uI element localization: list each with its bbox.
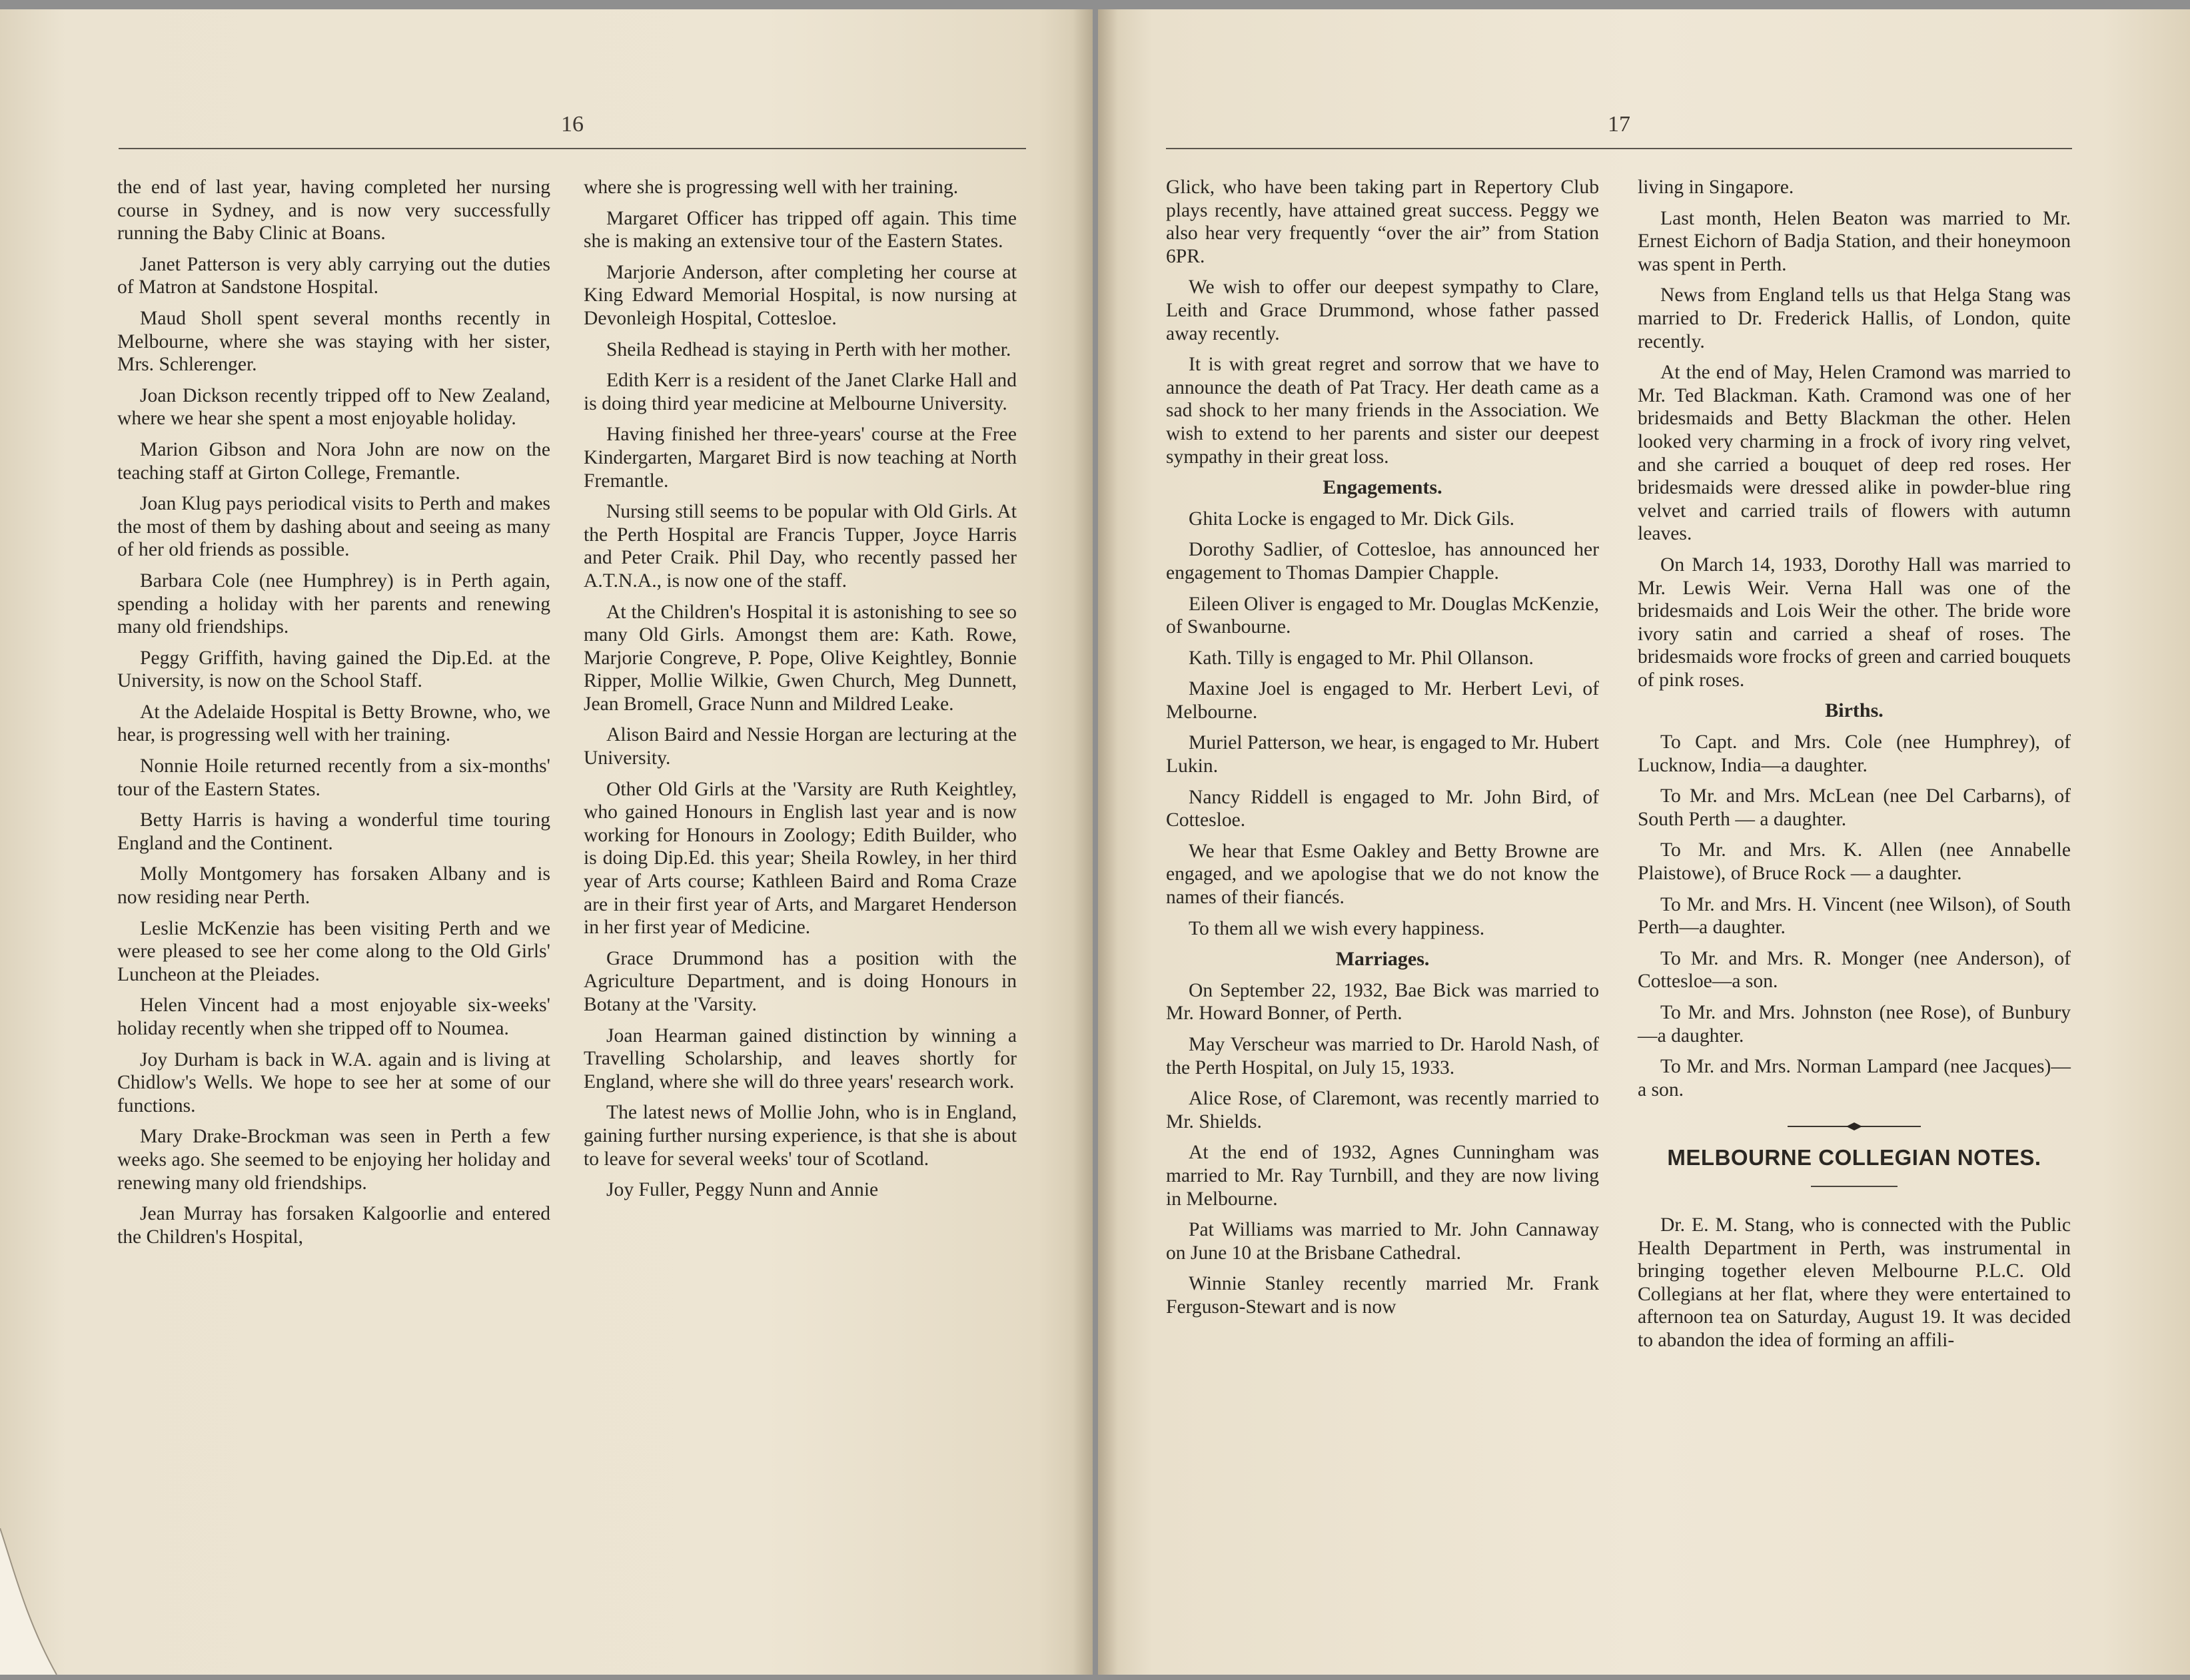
paragraph: May Verscheur was married to Dr. Harold Nash, of the Perth Hospital, on July 15, 1933.	[1166, 1034, 1599, 1078]
paragraph: Pat Williams was married to Mr. John Cannaway on June 10 at the Brisbane Cathedral.	[1166, 1219, 1599, 1264]
paragraph: Winnie Stanley recently married Mr. Frank Ferguson-Stewart and is now	[1166, 1273, 1599, 1318]
paragraph: Maxine Joel is engaged to Mr. Herbert Levi, of Melbourne.	[1166, 678, 1599, 723]
paragraph: On March 14, 1933, Dorothy Hall was married to Mr. Lewis Weir. Verna Hall was one of the bridesmaids and Lois Weir the other. The bride wore ivory satin and carried a sheaf of roses. The bridesmaids wore frocks of green and carried bouquets of pink roses.	[1638, 554, 2071, 691]
paragraph: Marion Gibson and Nora John are now on the teaching staff at Girton College, Fremantle.	[117, 438, 550, 484]
paragraph: Jean Murray has forsaken Kalgoorlie and entered the Children's Hospital,	[117, 1203, 550, 1248]
header-rule-left	[119, 148, 1026, 149]
page-number-right: 17	[1608, 112, 1630, 137]
paragraph: Grace Drummond has a position with the Agriculture Department, and is doing Honours in Botany at the 'Varsity.	[584, 947, 1017, 1015]
page-number-left: 16	[561, 112, 584, 137]
paragraph: Joan Dickson recently tripped off to New Zealand, where we hear she spent a most enjoyable holiday.	[117, 384, 550, 430]
paragraph: We hear that Esme Oakley and Betty Browne are engaged, and we apologise that we do not know the names of their fiancés.	[1166, 840, 1599, 909]
paragraph: Molly Montgomery has forsaken Albany and is now residing near Perth.	[117, 863, 550, 909]
ornament-divider	[1788, 1121, 1921, 1132]
page-curl-corner	[0, 1528, 60, 1675]
paragraph: On September 22, 1932, Bae Bick was married to Mr. Howard Bonner, of Perth.	[1166, 979, 1599, 1025]
header-rule-right	[1166, 148, 2072, 149]
right-page-header	[1166, 112, 2072, 149]
paragraph: To Capt. and Mrs. Cole (nee Humphrey), of Lucknow, India—a daughter.	[1638, 731, 2071, 776]
births-heading: Births.	[1825, 699, 1884, 722]
left-page	[0, 9, 1093, 1675]
paragraph: Margaret Officer has tripped off again. This time she is making an extensive tour of the Eastern States.	[584, 207, 1017, 252]
paragraph: Barbara Cole (nee Humphrey) is in Perth again, spending a holiday with her parents and renewing many old friendships.	[117, 570, 550, 638]
gutter-shadow-left	[1073, 9, 1093, 1675]
notes-intro	[1166, 176, 1599, 468]
paragraph: To Mr. and Mrs. McLean (nee Del Carbarns), of South Perth — a daughter.	[1638, 785, 2071, 830]
paragraph: It is with great regret and sorrow that we have to announce the death of Pat Tracy. Her death came as a sad shock to her many friends in the Association. We wish to extend to her parents and sister our deepest sympathy in their great loss.	[1166, 354, 1599, 468]
paragraph: To Mr. and Mrs. H. Vincent (nee Wilson), of South Perth—a daughter.	[1638, 893, 2071, 939]
paragraph: To Mr. and Mrs. R. Monger (nee Anderson), of Cottesloe—a son.	[1638, 947, 2071, 993]
paragraph: Betty Harris is having a wonderful time touring England and the Continent.	[117, 809, 550, 854]
paragraph: Sheila Redhead is staying in Perth with her mother.	[606, 338, 1011, 360]
paragraph: Leslie McKenzie has been visiting Perth and we were pleased to see her come along to the Old Girls' Luncheon at the Pleiades.	[117, 917, 550, 985]
paragraph: Last month, Helen Beaton was married to Mr. Ernest Eichorn of Badja Station, and their honeymoon was spent in Perth.	[1638, 207, 2071, 275]
engagements-list	[1166, 508, 1599, 941]
column-3	[1166, 176, 1599, 1327]
engagements-heading: Engagements.	[1323, 476, 1442, 499]
paragraph: Eileen Oliver is engaged to Mr. Douglas McKenzie, of Swanbourne.	[1166, 593, 1599, 638]
marriages-heading: Marriages.	[1335, 948, 1430, 971]
paragraph: At the Adelaide Hospital is Betty Browne, who, we hear, is progressing well with her training.	[117, 701, 550, 746]
paragraph: Joan Hearman gained distinction by winning a Travelling Scholarship, and leaves shortly for England, where she will do three years' research work.	[584, 1025, 1017, 1092]
column-4	[1638, 176, 2071, 1360]
paragraph: Alison Baird and Nessie Horgan are lecturing at the University.	[584, 724, 1017, 769]
paragraph: the end of last year, having completed her nursing course in Sydney, and is now very successfully running the Baby Clinic at Boans.	[117, 177, 550, 244]
paragraph: Nonnie Hoile returned recently from a six-months' tour of the Eastern States.	[117, 755, 550, 800]
paragraph: News from England tells us that Helga Stang was married to Dr. Frederick Hallis, of London, quite recently.	[1638, 284, 2071, 352]
paragraph: Nancy Riddell is engaged to Mr. John Bird, of Cottesloe.	[1166, 786, 1599, 831]
paragraph: Dr. E. M. Stang, who is connected with the Public Health Department in Perth, was instrumental in bringing together eleven Melbourne P.L.C. Old Collegians at her flat, where they were entertained to afternoon tea on Saturday, August 19. It was decided to abandon the idea of forming an affili-	[1638, 1214, 2071, 1351]
marriages-continued	[1638, 176, 2071, 691]
paragraph: Joy Durham is back in W.A. again and is living at Chidlow's Wells. We hope to see her at some of our functions.	[117, 1049, 550, 1116]
paragraph: The latest news of Mollie John, who is in England, gaining further nursing experience, is that she is about to leave for several weeks' tour of Scotland.	[584, 1102, 1017, 1170]
births-list	[1638, 731, 2071, 1101]
paragraph: To Mr. and Mrs. K. Allen (nee Annabelle Plaistowe), of Bruce Rock — a daughter.	[1638, 839, 2071, 885]
left-page-header	[119, 112, 1026, 149]
paragraph: Joy Fuller, Peggy Nunn and Annie	[606, 1179, 879, 1201]
paragraph: To them all we wish every happiness.	[1189, 917, 1485, 939]
paragraph: Nursing still seems to be popular with Old Girls. At the Perth Hospital are Francis Tupper, Joyce Harris and Peter Craik. Phil Day, who recently passed her A.T.N.A., is now one of the staff.	[584, 501, 1017, 592]
paragraph: Muriel Patterson, we hear, is engaged to Mr. Hubert Lukin.	[1166, 732, 1599, 777]
gutter-shadow-right	[1098, 9, 1118, 1675]
paragraph: where she is progressing well with her training.	[584, 177, 959, 198]
paragraph: Mary Drake-Brockman was seen in Perth a few weeks ago. She seemed to be enjoying her holiday and renewing many old friendships.	[117, 1126, 550, 1194]
paragraph: Marjorie Anderson, after completing her course at King Edward Memorial Hospital, is now nursing at Devonleigh Hospital, Cottesloe.	[584, 261, 1017, 329]
marriages-list	[1166, 979, 1599, 1319]
melbourne-collegian-heading: MELBOURNE COLLEGIAN NOTES.	[1667, 1145, 2041, 1170]
paragraph: At the end of May, Helen Cramond was married to Mr. Ted Blackman. Kath. Cramond was one of her bridesmaids and Betty Blackman the other. Helen looked very charming in a frock of ivory ring velvet, and she carried a bouquet of deep red roses. Her bridesmaids were dressed alike in powder-blue ring velvet and carried trails of flowers with autumn leaves.	[1638, 362, 2071, 545]
paragraph: Peggy Griffith, having gained the Dip.Ed. at the University, is now on the School Staff.	[117, 647, 550, 692]
paragraph: We wish to offer our deepest sympathy to Clare, Leith and Grace Drummond, whose father passed away recently.	[1166, 276, 1599, 344]
collegian-notes-body	[1638, 1214, 2071, 1352]
column-2	[584, 176, 1017, 1210]
paragraph: Joan Klug pays periodical visits to Perth and makes the most of them by dashing about and seeing as many of her old friends as possible.	[117, 493, 550, 561]
paragraph: At the Children's Hospital it is astonishing to see so many Old Girls. Amongst them are: Kath. Rowe, Marjorie Congreve, P. Pope, Olive Keightley, Bonnie Ripper, Mollie Wilkie, Gwen Church, Meg Dunnett, Jean Bromell, Grace Nunn and Mildred Leake.	[584, 601, 1017, 715]
paragraph: Helen Vincent had a most enjoyable six-weeks' holiday recently when she tripped off to Noumea.	[117, 995, 550, 1039]
paragraph: Ghita Locke is engaged to Mr. Dick Gils.	[1189, 508, 1515, 530]
paragraph: Alice Rose, of Claremont, was recently married to Mr. Shields.	[1166, 1088, 1599, 1132]
paragraph: living in Singapore.	[1638, 177, 1794, 198]
paragraph: At the end of 1932, Agnes Cunningham was married to Mr. Ray Turnbill, and they are now living in Melbourne.	[1166, 1142, 1599, 1210]
paragraph: Kath. Tilly is engaged to Mr. Phil Ollanson.	[1189, 647, 1534, 669]
paragraph: Edith Kerr is a resident of the Janet Clarke Hall and is doing third year medicine at Melbourne University.	[584, 370, 1017, 414]
section-rule	[1811, 1186, 1898, 1187]
paragraph: Having finished her three-years' course at the Free Kindergarten, Margaret Bird is now teaching at North Fremantle.	[584, 424, 1017, 492]
paragraph: Glick, who have been taking part in Repertory Club plays recently, have attained great success. Peggy we also hear very frequently “over the air” from Station 6PR.	[1166, 177, 1599, 267]
paragraph: Dorothy Sadlier, of Cottesloe, has announced her engagement to Thomas Dampier Chapple.	[1166, 539, 1599, 584]
paragraph: Other Old Girls at the 'Varsity are Ruth Keightley, who gained Honours in English last year and is now working for Honours in Zoology; Edith Builder, who is doing Dip.Ed. this year; Sheila Rowley, in her third year of Arts course; Kathleen Baird and Roma Craze are in their first year of Arts, and Margaret Henderson in her first year of Medicine.	[584, 778, 1017, 939]
paragraph: To Mr. and Mrs. Johnston (nee Rose), of Bunbury—a daughter.	[1638, 1002, 2071, 1047]
paragraph: To Mr. and Mrs. Norman Lampard (nee Jacques)—a son.	[1638, 1056, 2071, 1100]
right-page	[1098, 9, 2190, 1675]
paragraph: Maud Sholl spent several months recently in Melbourne, where she was staying with her sister, Mrs. Schlerenger.	[117, 307, 550, 376]
column-1	[117, 176, 550, 1256]
paragraph: Janet Patterson is very ably carrying out the duties of Matron at Sandstone Hospital.	[117, 253, 550, 298]
